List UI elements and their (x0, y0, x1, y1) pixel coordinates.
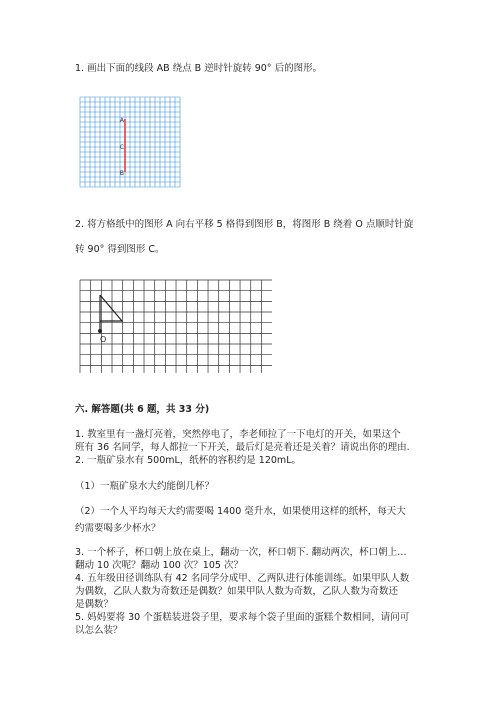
section-6-line: 3. 一个杯子，杯口朝上放在桌上，翻动一次，杯口朝下. 翻动两次，杯口朝上… (75, 547, 407, 558)
question-2-line-1: 2. 将方格纸中的图形 A 向右平移 5 格得到图形 B，将图形 B 绕着 O 点顺时针旋 (75, 219, 414, 230)
section-6-line: （1）一瓶矿泉水大约能倒几杯？ (75, 481, 215, 492)
section-6-line: 5. 妈妈要将 30 个蛋糕装进袋子里，要求每个袋子里面的蛋糕个数相同，请问可 (75, 612, 410, 623)
section-6-line: （2）一个人平均每天大约需要喝 1400 毫升水，如果使用这样的纸杯，每天大 (75, 506, 406, 517)
section-6-line: 是偶数？ (75, 599, 114, 610)
section-6-line: 为偶数，乙队人数为奇数还是偶数？如果甲队人数为奇数，乙队人数为奇数还 (75, 586, 399, 597)
section-6-line: 2. 一瓶矿泉水有 500mL，纸杯的容积约是 120mL。 (75, 455, 301, 466)
section-6-title: 六. 解答题(共 6 题，共 33 分) (75, 404, 210, 415)
point-a-label: A (119, 117, 124, 124)
section-6-line: 以怎么装？ (75, 625, 123, 636)
section-6-line: 翻动 10 次呢？翻动 100 次？105 次？ (75, 560, 243, 571)
section-6-line: 约需要喝多少杯水？ (75, 523, 161, 534)
section-6-line: 班有 36 名同学，每人都拉一下开关，最后灯是亮着还是关着？请说出你的理由. (75, 442, 410, 453)
question-1-text: 1. 画出下面的线段 AB 绕点 B 逆时针旋转 90° 后的图形。 (75, 63, 323, 74)
question-2-line-2: 转 90° 得到图形 C。 (75, 244, 165, 255)
section-6-line: 4. 五年级田径训练队有 42 名同学分成甲、乙两队进行体能训练。如果甲队人数 (75, 573, 410, 584)
point-c-label: C (119, 144, 124, 151)
figure-a (100, 295, 122, 321)
black-square-grid (80, 280, 272, 373)
point-b-label: B (119, 170, 124, 177)
section-6-line: 1. 教室里有一盏灯亮着，突然停电了，李老师拉了一下电灯的开关，如果这个 (75, 429, 401, 440)
point-o-label: O (100, 335, 107, 344)
point-o (98, 329, 102, 333)
blue-square-grid (80, 97, 180, 187)
